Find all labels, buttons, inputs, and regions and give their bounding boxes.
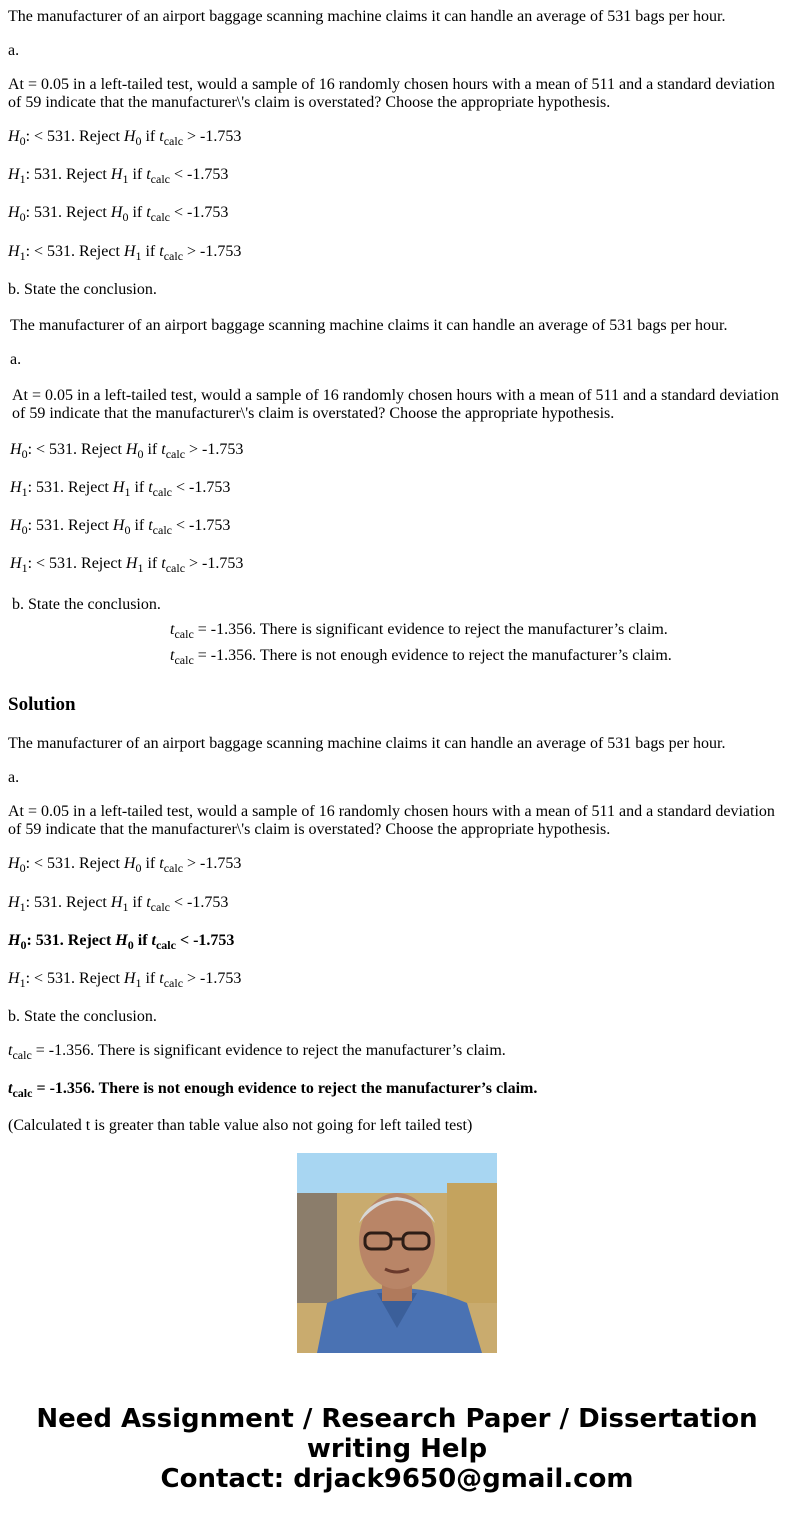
intro-text: The manufacturer of an airport baggage scanning machine claims it can handle an average of 531 bags per hour. [8, 8, 726, 25]
part-a-text: At = 0.05 in a left-tailed test, would a sample of 16 randomly chosen hours with a mean of 511 and a standard deviation of 59 indicate that the manufacturer\'s claim is overstated? Choose the appropriate hypothesis. [8, 803, 775, 838]
hypothesis-option: $H_0$: 531. Reject $H_0$ if $t_{calc} < -1.753$ [10, 517, 231, 537]
hypothesis-option: $H_0$: 531. Reject $H_0$ if $t_{calc} < -1.753$ [8, 204, 229, 224]
part-a-label: a. [10, 351, 22, 368]
hypothesis-option: $H_1$: < 531. Reject $H_1$ if $t_{calc} > -1.753$ [8, 970, 242, 990]
part-b-text: b. State the conclusion. [12, 596, 161, 613]
hypothesis-option: $H_1$: 531. Reject $H_1$ if $t_{calc} < -1.753$ [10, 479, 231, 499]
author-avatar [297, 1153, 497, 1353]
person-photo-icon [297, 1153, 497, 1353]
part-a-text: At = 0.05 in a left-tailed test, would a sample of 16 randomly chosen hours with a mean of 511 and a standard deviation of 59 indicate that the manufacturer\'s claim is overstated? Choose the appropriate hypothesis. [12, 387, 779, 422]
part-a-label: a. [8, 769, 20, 786]
promo-line-3: Contact: drjack9650@gmail.com [160, 1464, 634, 1494]
promo-line-2: writing Help [306, 1434, 488, 1464]
hypothesis-option: $H_1$: 531. Reject $H_1$ if $t_{calc} < -1.753$ [8, 166, 229, 186]
solution-heading: Solution [8, 694, 76, 715]
intro-text: The manufacturer of an airport baggage scanning machine claims it can handle an average of 531 bags per hour. [8, 735, 726, 752]
part-b-text: b. State the conclusion. [8, 281, 157, 298]
intro-text: The manufacturer of an airport baggage scanning machine claims it can handle an average of 531 bags per hour. [10, 317, 728, 334]
part-a-text: At = 0.05 in a left-tailed test, would a sample of 16 randomly chosen hours with a mean of 511 and a standard deviation of 59 indicate that the manufacturer\'s claim is overstated? Choose the appropriate hypothesis. [8, 76, 775, 111]
conclusion-answer: $t_{calc} = -1.356$. There is not enough evidence to reject the manufacturer’s claim. [8, 1080, 538, 1100]
hypothesis-answer: $H_0$: 531. Reject $H_0$ if $t_{calc} < -1.753$ [8, 932, 235, 952]
part-b-text: b. State the conclusion. [8, 1008, 157, 1025]
conclusion-option: $t_{calc} = -1.356$. There is not enough evidence to reject the manufacturer’s claim. [170, 647, 672, 667]
hypothesis-option: $H_0$: < 531. Reject $H_0$ if $t_{calc} > -1.753$ [8, 855, 242, 875]
conclusion-option: $t_{calc} = -1.356$. There is significant evidence to reject the manufacturer’s claim. [8, 1042, 506, 1062]
trailing-note: (Calculated t is greater than table value also not going for left tailed test) [8, 1117, 473, 1134]
hypothesis-option: $H_1$: < 531. Reject $H_1$ if $t_{calc} > -1.753$ [8, 243, 242, 263]
hypothesis-option: $H_1$: < 531. Reject $H_1$ if $t_{calc} > -1.753$ [10, 555, 244, 575]
hypothesis-option: $H_0$: < 531. Reject $H_0$ if $t_{calc} > -1.753$ [10, 441, 244, 461]
promo-line-1: Need Assignment / Research Paper / Dissertation [36, 1404, 758, 1434]
hypothesis-option: $H_1$: 531. Reject $H_1$ if $t_{calc} < -1.753$ [8, 894, 229, 914]
promo-banner [0, 1404, 794, 1494]
hypothesis-option: $H_0$: < 531. Reject $H_0$ if $t_{calc} > -1.753$ [8, 128, 242, 148]
conclusion-option: $t_{calc} = -1.356$. There is significant evidence to reject the manufacturer’s claim. [170, 621, 668, 641]
part-a-label: a. [8, 42, 20, 59]
